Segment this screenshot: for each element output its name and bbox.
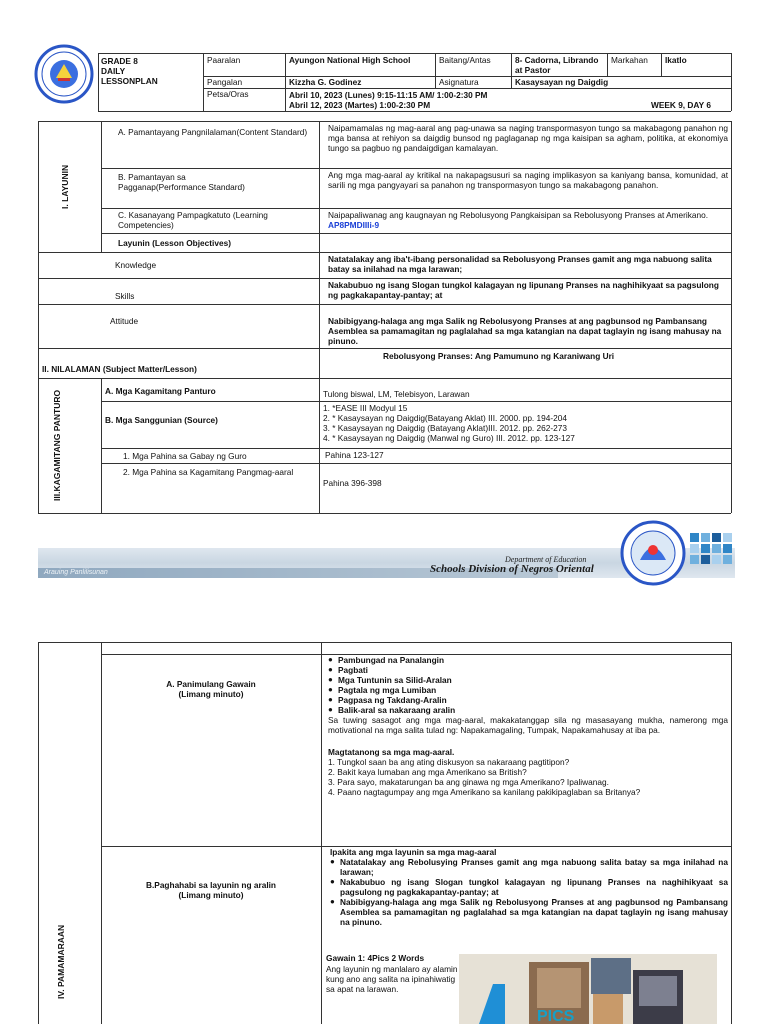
kagamitan-mag-aaral-label: 2. Mga Pahina sa Kagamitang Pangmag-aaral [123,467,294,477]
gabay-guro-label: 1. Mga Pahina sa Gabay ng Guro [123,451,247,461]
markahan-value: Ikatlo [665,55,687,65]
learning-competencies-label: C. Kasanayang Pampagkatuto (Learning Competencies) [118,210,268,230]
list-item: ● Pagbati [328,665,728,675]
lesson-objectives-label: Layunin (Lesson Objectives) [118,238,231,248]
source-item: 1. *EASE III Modyul 15 [323,403,408,413]
deped-seal-icon [34,44,94,104]
paghahabi-intro: Ipakita ang mga layunin sa mga mag-aaral [330,847,497,857]
list-item: ● Mga Tuntunin sa Silid-Aralan [328,675,728,685]
grade-label: GRADE 8 DAILY LESSONPLAN [101,56,158,86]
knowledge-label: Knowledge [115,260,157,270]
source-item: 3. * Kasaysayan ng Daigdig (Batayang Aklat)III. 2012. pp. 262-273 [323,423,567,433]
performance-standard-value: Ang mga mag-aaral ay kritikal na nakapagsusuri sa naging implikasyon sa kaniyang bansa, komunidad, at sarili ng mga pangyayari sa panahon ng transpormasyon tungo sa makabagong panahon. [328,170,728,190]
panimulang-paragraph: Sa tuwing sasagot ang mga mag-aaral, makakatanggap sila ng masasayang mukha, namerong mga motivational na mga salita tulad ng: Napakamagaling, Tumpak, Napakamahusay at iba pa. [328,715,728,735]
performance-standard-label: B. Pamantayan sa Pagganap(Performance Standard) [118,172,245,192]
sources-list [323,403,728,443]
kagamitan-a-label: A. Mga Kagamitang Panturo [105,386,216,396]
list-item: ● Natatalakay ang Rebolusying Pranses gamit ang mga nabuong salita batay sa mga inilahad na larawan; [330,857,728,877]
list-item: ● Nakabubuo ng isang Slogan tungkol kalagayan ng lipunang Pranses na naghihikyaat sa pagsulong ng pagkakapantay-pantay; at [330,877,728,897]
knowledge-value: Natatalakay ang iba't-ibang personalidad sa Rebolusyong Pranses gamit ang mga nabuong salita batay sa inilahad na mga larawan; [328,254,712,274]
competency-code: AP8PMDIIIi-9 [328,220,380,230]
question-item: 1. Tungkol saan ba ang ating diskusyon sa nakaraang pagtitipon? [328,757,570,767]
petsa-label: Petsa/Oras [207,89,249,99]
gawain-title: Gawain 1: 4Pics 2 Words [326,953,425,963]
list-item: ● Pambungad na Panalangin [328,655,728,665]
kagamitan-mag-aaral-value: Pahina 396-398 [323,478,382,488]
petsa-line2: Abril 12, 2023 (Martes) 1:00-2:30 PM [289,100,431,110]
paaralan-label: Paaralan [207,55,241,65]
four-pics-image [459,954,717,1024]
pamamaraan-section-label: IV. PAMAMARAAN [56,924,66,1000]
asignatura-label: Asignatura [439,77,479,87]
question-item: 2. Bakit kaya lumaban ang mga Amerikano sa British? [328,767,527,777]
markahan-label: Markahan [611,55,648,65]
list-item: ● Nabibigyang-halaga ang mga Salik ng Rebolusyong Pranses at ang pagbunsod ng Pambansang Asemblea sa pamamagitan ng paglalahad sa mga katangian na dapat taglayin ng isang mahusay na pinuno. [330,897,728,927]
source-item: 4. * Kasaysayan ng Daigdig (Manwal ng Guro) III. 2012. pp. 123-127 [323,433,575,443]
nilalaman-value: Rebolusyong Pranses: Ang Pamumuno ng Karaniwang Uri [383,351,615,361]
list-item: ● Balik-aral sa nakaraang aralin [328,705,728,715]
list-item: ● Pagpasa ng Takdang-Aralin [328,695,728,705]
kagamitan-a-value: Tulong biswal, LM, Telebisyon, Larawan [323,389,470,399]
gabay-guro-value: Pahina 123-127 [325,450,384,460]
pangalan-value: Kizzha G. Godinez [289,77,362,87]
paghahabi-label: B.Paghahabi sa layunin ng aralin (Limang minuto) [145,880,277,900]
gawain-text: Ang layunin ng manlalaro ay alamin kung ano ang salita na ipinahiwatig sa apat na larawan. [326,964,458,994]
paghahabi-content [330,847,728,927]
layunin-section-label: I. LAYUNIN [60,164,70,209]
question-item: 4. Paano nagtagumpay ang mga Amerikano sa kanilang pakikipaglaban sa Britanya? [328,787,641,797]
pics-text: PICS [537,1008,575,1024]
panimulang-gawain-label: A. Panimulang Gawain (Limang minuto) [166,679,256,699]
petsa-line1: Abril 10, 2023 (Lunes) 9:15-11:15 AM/ 1:00-2:30 PM [289,90,488,100]
content-standard-label: A. Pamantayang Pangnilalaman(Content Standard) [118,127,308,137]
nilalaman-label: II. NILALAMAN (Subject Matter/Lesson) [42,364,197,374]
source-item: 2. * Kasaysayan ng Daigdig(Batayang Aklat) III. 2000. pp. 194-204 [323,413,567,423]
baitang-value: 8- Cadorna, Librando at Pastor [515,55,599,75]
attitude-label: Attitude [110,316,139,326]
footer-dept: Department of Education [505,555,587,564]
paaralan-value: Ayungon National High School [289,55,411,65]
learning-competencies-value: Naipapaliwanag ang kaugnayan ng Rebolusyong Pangkaisipan sa Rebolusyong Pranses at Amerikano. AP8PMDIIIi-9 [328,210,709,230]
footer-division: Schools Division of Negros Oriental [430,563,594,575]
skills-label: Skills [115,291,135,301]
attitude-value: Nabibigyang-halaga ang mga Salik ng Rebolusyong Pranses at ang pagbunsod ng Pambansang Asemblea sa pamamagitan ng paglalahad sa mga katangian na dapat taglayin ng isang mahusay na pinuno. [328,316,722,346]
footer-left-text: Arauing Panlilisunan [44,569,108,576]
panimulang-content [328,655,728,797]
skills-value: Nakabubuo ng isang Slogan tungkol kalagayan ng lipunang Pranses na naghihikyaat sa pagsulong ng pagkakapantay-pantay; at [328,280,719,300]
kagamitan-section-label: III.KAGAMITANG PANTURO [52,389,62,502]
week-label: WEEK 9, DAY 6 [651,100,711,110]
list-item: ● Pagtala ng mga Lumiban [328,685,728,695]
sanggunian-label: B. Mga Sanggunian (Source) [105,415,218,425]
division-seal-icon [620,520,686,586]
content-standard-value: Naipamamalas ng mag-aaral ang pag-unawa sa naging transpormasyon tungo sa makabagong panahon ng mga bansa at rehiyon sa daigdig bunsod ng paglaganap ng mga kaisipan sa agham, politika, at ekonomiya tungo sa pagbuo ng pandaigdigan kamalayan. [328,123,728,153]
pangalan-label: Pangalan [207,77,243,87]
footer-tiles [690,533,735,573]
baitang-label: Baitang/Antas [439,55,491,65]
questions-title: Magtatanong sa mga mag-aaral. [328,747,455,757]
question-item: 3. Para sayo, makatarungan ba ang ginawa ng mga Amerikano? Ipaliwanag. [328,777,609,787]
asignatura-value: Kasaysayan ng Daigdig [515,77,609,87]
